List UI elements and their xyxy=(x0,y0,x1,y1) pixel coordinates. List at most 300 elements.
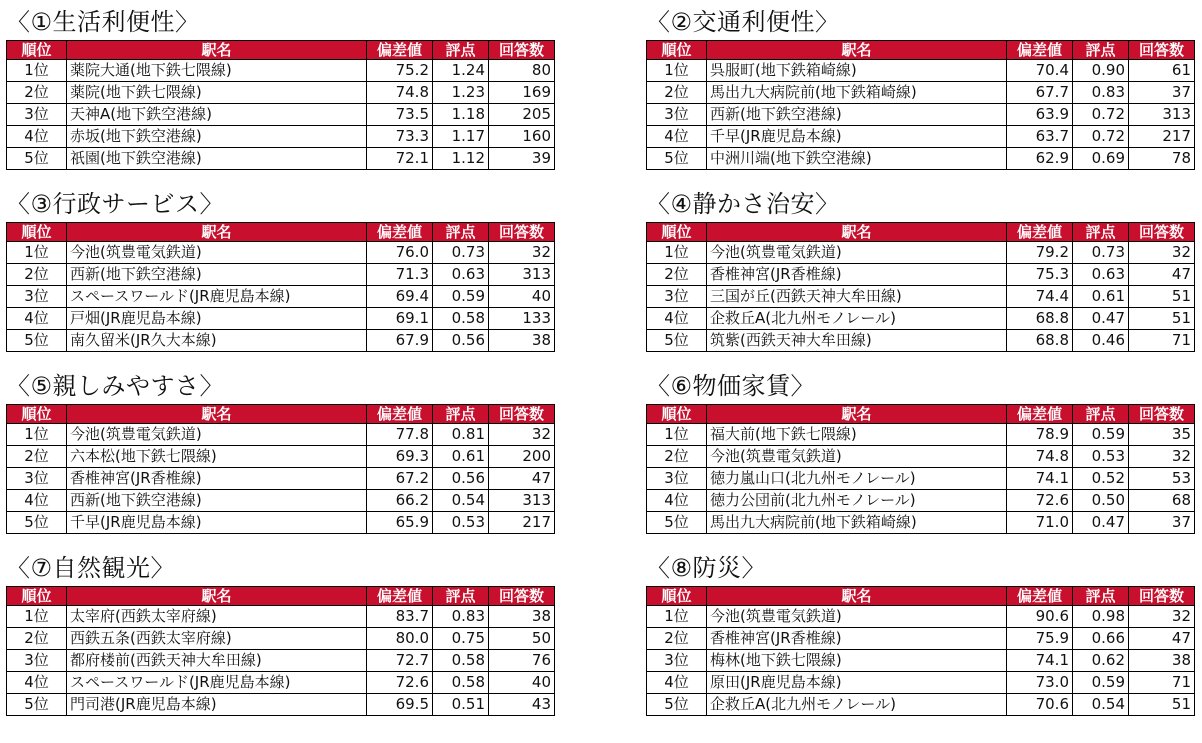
rank-cell: 2位 xyxy=(647,628,707,650)
header-score: 評点 xyxy=(1073,223,1129,242)
rank-cell: 3位 xyxy=(647,468,707,490)
ranking-section-7 xyxy=(6,550,554,716)
deviation-cell: 75.3 xyxy=(1007,264,1073,286)
station-cell: 戸畑(JR鹿児島本線) xyxy=(67,308,367,330)
header-row xyxy=(647,41,1195,60)
answers-cell: 32 xyxy=(1129,242,1195,264)
answers-cell: 32 xyxy=(1129,446,1195,468)
rank-cell: 4位 xyxy=(647,490,707,512)
score-cell: 0.47 xyxy=(1073,308,1129,330)
header-station: 駅名 xyxy=(67,41,367,60)
score-cell: 0.56 xyxy=(433,330,489,352)
section-title: 〈⑥物価家賃〉 xyxy=(646,372,816,400)
table-row xyxy=(647,512,1195,534)
rank-cell: 5位 xyxy=(7,512,67,534)
header-answers: 回答数 xyxy=(1129,223,1195,242)
section-title: 〈①生活利便性〉 xyxy=(6,8,200,36)
score-cell: 0.73 xyxy=(433,242,489,264)
header-score: 評点 xyxy=(433,41,489,60)
station-cell: スペースワールド(JR鹿児島本線) xyxy=(67,672,367,694)
ranking-section-5 xyxy=(6,368,554,534)
answers-cell: 40 xyxy=(489,286,555,308)
deviation-cell: 73.3 xyxy=(367,126,433,148)
score-cell: 0.66 xyxy=(1073,628,1129,650)
deviation-cell: 75.9 xyxy=(1007,628,1073,650)
header-deviation: 偏差値 xyxy=(1007,223,1073,242)
table-row xyxy=(7,126,555,148)
answers-cell: 80 xyxy=(489,60,555,82)
answers-cell: 43 xyxy=(489,694,555,716)
rank-cell: 2位 xyxy=(647,82,707,104)
table-row xyxy=(647,286,1195,308)
score-cell: 0.52 xyxy=(1073,468,1129,490)
score-cell: 0.58 xyxy=(433,308,489,330)
ranking-table xyxy=(646,404,1195,534)
deviation-cell: 74.4 xyxy=(1007,286,1073,308)
deviation-cell: 62.9 xyxy=(1007,148,1073,170)
deviation-cell: 72.6 xyxy=(367,672,433,694)
ranking-section-6 xyxy=(646,368,1194,534)
header-score: 評点 xyxy=(1073,587,1129,606)
rank-cell: 2位 xyxy=(647,264,707,286)
answers-cell: 50 xyxy=(489,628,555,650)
header-row xyxy=(7,223,555,242)
rank-cell: 3位 xyxy=(7,104,67,126)
station-cell: 千早(JR鹿児島本線) xyxy=(67,512,367,534)
score-cell: 0.81 xyxy=(433,424,489,446)
score-cell: 0.98 xyxy=(1073,606,1129,628)
header-score: 評点 xyxy=(433,587,489,606)
score-cell: 0.54 xyxy=(433,490,489,512)
answers-cell: 61 xyxy=(1129,60,1195,82)
station-cell: 今池(筑豊電気鉄道) xyxy=(707,242,1007,264)
table-row xyxy=(7,512,555,534)
header-answers: 回答数 xyxy=(1129,587,1195,606)
station-cell: 今池(筑豊電気鉄道) xyxy=(707,606,1007,628)
header-deviation: 偏差値 xyxy=(1007,587,1073,606)
header-rank: 順位 xyxy=(647,41,707,60)
station-cell: 今池(筑豊電気鉄道) xyxy=(67,424,367,446)
table-row xyxy=(7,308,555,330)
answers-cell: 205 xyxy=(489,104,555,126)
score-cell: 1.23 xyxy=(433,82,489,104)
rank-cell: 2位 xyxy=(647,446,707,468)
answers-cell: 313 xyxy=(1129,104,1195,126)
header-answers: 回答数 xyxy=(489,405,555,424)
deviation-cell: 66.2 xyxy=(367,490,433,512)
rank-cell: 5位 xyxy=(7,148,67,170)
answers-cell: 51 xyxy=(1129,694,1195,716)
answers-cell: 313 xyxy=(489,264,555,286)
station-cell: 薬院大通(地下鉄七隈線) xyxy=(67,60,367,82)
station-cell: 原田(JR鹿児島本線) xyxy=(707,672,1007,694)
header-station: 駅名 xyxy=(67,405,367,424)
table-row xyxy=(647,330,1195,352)
table-row xyxy=(647,126,1195,148)
answers-cell: 37 xyxy=(1129,512,1195,534)
deviation-cell: 63.9 xyxy=(1007,104,1073,126)
deviation-cell: 74.1 xyxy=(1007,650,1073,672)
table-row xyxy=(647,628,1195,650)
header-station: 駅名 xyxy=(67,223,367,242)
table-row xyxy=(7,60,555,82)
table-row xyxy=(647,490,1195,512)
table-row xyxy=(7,242,555,264)
station-cell: 企救丘A(北九州モノレール) xyxy=(707,694,1007,716)
ranking-section-8 xyxy=(646,550,1194,716)
deviation-cell: 65.9 xyxy=(367,512,433,534)
deviation-cell: 69.1 xyxy=(367,308,433,330)
rank-cell: 5位 xyxy=(647,330,707,352)
section-title: 〈③行政サービス〉 xyxy=(6,190,225,218)
table-row xyxy=(7,148,555,170)
deviation-cell: 74.1 xyxy=(1007,468,1073,490)
answers-cell: 47 xyxy=(1129,628,1195,650)
table-row xyxy=(647,148,1195,170)
station-cell: 薬院(地下鉄七隈線) xyxy=(67,82,367,104)
table-row xyxy=(7,650,555,672)
deviation-cell: 70.6 xyxy=(1007,694,1073,716)
deviation-cell: 77.8 xyxy=(367,424,433,446)
ranking-section-2 xyxy=(646,4,1194,170)
deviation-cell: 72.6 xyxy=(1007,490,1073,512)
answers-cell: 133 xyxy=(489,308,555,330)
header-row xyxy=(647,405,1195,424)
station-cell: 今池(筑豊電気鉄道) xyxy=(707,446,1007,468)
station-cell: 今池(筑豊電気鉄道) xyxy=(67,242,367,264)
station-cell: 徳力公団前(北九州モノレール) xyxy=(707,490,1007,512)
score-cell: 0.50 xyxy=(1073,490,1129,512)
section-title: 〈②交通利便性〉 xyxy=(646,8,840,36)
header-rank: 順位 xyxy=(7,223,67,242)
score-cell: 0.63 xyxy=(1073,264,1129,286)
station-cell: 梅林(地下鉄七隈線) xyxy=(707,650,1007,672)
header-row xyxy=(647,587,1195,606)
table-row xyxy=(7,490,555,512)
ranking-table xyxy=(646,40,1195,170)
deviation-cell: 74.8 xyxy=(1007,446,1073,468)
station-cell: 呉服町(地下鉄箱崎線) xyxy=(707,60,1007,82)
score-cell: 0.61 xyxy=(1073,286,1129,308)
deviation-cell: 73.5 xyxy=(367,104,433,126)
station-cell: 西新(地下鉄空港線) xyxy=(707,104,1007,126)
answers-cell: 47 xyxy=(1129,264,1195,286)
section-title: 〈④静かさ治安〉 xyxy=(646,190,840,218)
header-rank: 順位 xyxy=(7,587,67,606)
header-rank: 順位 xyxy=(647,587,707,606)
answers-cell: 313 xyxy=(489,490,555,512)
table-row xyxy=(7,424,555,446)
score-cell: 0.53 xyxy=(433,512,489,534)
rank-cell: 2位 xyxy=(7,446,67,468)
station-cell: 太宰府(西鉄太宰府線) xyxy=(67,606,367,628)
answers-cell: 53 xyxy=(1129,468,1195,490)
table-row xyxy=(647,446,1195,468)
answers-cell: 40 xyxy=(489,672,555,694)
ranking-section-3 xyxy=(6,186,554,352)
section-title: 〈⑦自然観光〉 xyxy=(6,554,176,582)
station-cell: 三国が丘(西鉄天神大牟田線) xyxy=(707,286,1007,308)
score-cell: 0.72 xyxy=(1073,104,1129,126)
rank-cell: 3位 xyxy=(7,650,67,672)
table-row xyxy=(647,104,1195,126)
rank-cell: 1位 xyxy=(7,424,67,446)
rank-cell: 5位 xyxy=(647,694,707,716)
answers-cell: 47 xyxy=(489,468,555,490)
table-row xyxy=(647,468,1195,490)
rank-cell: 3位 xyxy=(647,104,707,126)
header-score: 評点 xyxy=(1073,405,1129,424)
deviation-cell: 69.3 xyxy=(367,446,433,468)
answers-cell: 217 xyxy=(489,512,555,534)
answers-cell: 32 xyxy=(489,424,555,446)
table-row xyxy=(7,628,555,650)
deviation-cell: 63.7 xyxy=(1007,126,1073,148)
table-row xyxy=(7,694,555,716)
score-cell: 0.61 xyxy=(433,446,489,468)
score-cell: 0.47 xyxy=(1073,512,1129,534)
score-cell: 0.59 xyxy=(433,286,489,308)
rank-cell: 4位 xyxy=(7,126,67,148)
station-cell: 香椎神宮(JR香椎線) xyxy=(707,628,1007,650)
answers-cell: 217 xyxy=(1129,126,1195,148)
score-cell: 0.58 xyxy=(433,672,489,694)
station-cell: 南久留米(JR久大本線) xyxy=(67,330,367,352)
header-rank: 順位 xyxy=(7,405,67,424)
score-cell: 0.54 xyxy=(1073,694,1129,716)
ranking-table xyxy=(646,222,1195,352)
table-row xyxy=(647,672,1195,694)
deviation-cell: 70.4 xyxy=(1007,60,1073,82)
answers-cell: 51 xyxy=(1129,308,1195,330)
score-cell: 0.62 xyxy=(1073,650,1129,672)
deviation-cell: 75.2 xyxy=(367,60,433,82)
table-row xyxy=(7,446,555,468)
deviation-cell: 72.7 xyxy=(367,650,433,672)
section-title: 〈⑧防災〉 xyxy=(646,554,767,582)
answers-cell: 38 xyxy=(489,330,555,352)
table-row xyxy=(7,82,555,104)
score-cell: 0.69 xyxy=(1073,148,1129,170)
header-score: 評点 xyxy=(433,223,489,242)
rank-cell: 4位 xyxy=(7,672,67,694)
score-cell: 1.24 xyxy=(433,60,489,82)
answers-cell: 71 xyxy=(1129,330,1195,352)
table-row xyxy=(7,468,555,490)
score-cell: 0.46 xyxy=(1073,330,1129,352)
answers-cell: 51 xyxy=(1129,286,1195,308)
station-cell: 筑紫(西鉄天神大牟田線) xyxy=(707,330,1007,352)
station-cell: 祇園(地下鉄空港線) xyxy=(67,148,367,170)
table-row xyxy=(647,694,1195,716)
deviation-cell: 90.6 xyxy=(1007,606,1073,628)
answers-cell: 38 xyxy=(1129,650,1195,672)
header-answers: 回答数 xyxy=(489,41,555,60)
answers-cell: 169 xyxy=(489,82,555,104)
rank-cell: 5位 xyxy=(7,330,67,352)
header-station: 駅名 xyxy=(707,223,1007,242)
station-cell: 西新(地下鉄空港線) xyxy=(67,264,367,286)
station-cell: 福大前(地下鉄七隈線) xyxy=(707,424,1007,446)
score-cell: 0.59 xyxy=(1073,672,1129,694)
score-cell: 0.51 xyxy=(433,694,489,716)
ranking-table xyxy=(6,404,555,534)
header-deviation: 偏差値 xyxy=(367,223,433,242)
score-cell: 0.59 xyxy=(1073,424,1129,446)
score-cell: 0.53 xyxy=(1073,446,1129,468)
header-deviation: 偏差値 xyxy=(367,405,433,424)
header-station: 駅名 xyxy=(707,41,1007,60)
answers-cell: 35 xyxy=(1129,424,1195,446)
header-row xyxy=(7,587,555,606)
table-row xyxy=(647,60,1195,82)
table-row xyxy=(647,650,1195,672)
header-row xyxy=(7,405,555,424)
deviation-cell: 67.9 xyxy=(367,330,433,352)
answers-cell: 37 xyxy=(1129,82,1195,104)
score-cell: 0.83 xyxy=(433,606,489,628)
answers-cell: 78 xyxy=(1129,148,1195,170)
table-row xyxy=(7,264,555,286)
station-cell: 中洲川端(地下鉄空港線) xyxy=(707,148,1007,170)
answers-cell: 200 xyxy=(489,446,555,468)
deviation-cell: 74.8 xyxy=(367,82,433,104)
station-cell: 香椎神宮(JR香椎線) xyxy=(707,264,1007,286)
score-cell: 0.72 xyxy=(1073,126,1129,148)
score-cell: 0.58 xyxy=(433,650,489,672)
table-row xyxy=(7,606,555,628)
station-cell: 企救丘A(北九州モノレール) xyxy=(707,308,1007,330)
rank-cell: 1位 xyxy=(647,242,707,264)
rank-cell: 4位 xyxy=(647,308,707,330)
header-station: 駅名 xyxy=(707,587,1007,606)
header-rank: 順位 xyxy=(647,405,707,424)
header-deviation: 偏差値 xyxy=(367,41,433,60)
header-row xyxy=(7,41,555,60)
deviation-cell: 69.5 xyxy=(367,694,433,716)
deviation-cell: 80.0 xyxy=(367,628,433,650)
rank-cell: 5位 xyxy=(7,694,67,716)
ranking-section-1 xyxy=(6,4,554,170)
rank-cell: 1位 xyxy=(7,60,67,82)
table-row xyxy=(647,424,1195,446)
rank-cell: 3位 xyxy=(647,286,707,308)
deviation-cell: 67.7 xyxy=(1007,82,1073,104)
header-answers: 回答数 xyxy=(489,587,555,606)
rank-cell: 2位 xyxy=(7,82,67,104)
score-cell: 0.73 xyxy=(1073,242,1129,264)
station-cell: 天神A(地下鉄空港線) xyxy=(67,104,367,126)
score-cell: 1.17 xyxy=(433,126,489,148)
rank-cell: 3位 xyxy=(647,650,707,672)
rank-cell: 3位 xyxy=(7,286,67,308)
header-answers: 回答数 xyxy=(1129,41,1195,60)
ranking-table xyxy=(6,222,555,352)
table-row xyxy=(7,286,555,308)
rank-cell: 5位 xyxy=(647,512,707,534)
header-answers: 回答数 xyxy=(489,223,555,242)
answers-cell: 38 xyxy=(489,606,555,628)
score-cell: 0.56 xyxy=(433,468,489,490)
station-cell: スペースワールド(JR鹿児島本線) xyxy=(67,286,367,308)
table-row xyxy=(7,104,555,126)
station-cell: 馬出九大病院前(地下鉄箱崎線) xyxy=(707,82,1007,104)
rank-cell: 1位 xyxy=(7,242,67,264)
header-deviation: 偏差値 xyxy=(1007,41,1073,60)
score-cell: 0.90 xyxy=(1073,60,1129,82)
station-cell: 赤坂(地下鉄空港線) xyxy=(67,126,367,148)
ranking-table xyxy=(6,586,555,716)
header-rank: 順位 xyxy=(7,41,67,60)
deviation-cell: 68.8 xyxy=(1007,308,1073,330)
score-cell: 1.12 xyxy=(433,148,489,170)
deviation-cell: 68.8 xyxy=(1007,330,1073,352)
station-cell: 徳力嵐山口(北九州モノレール) xyxy=(707,468,1007,490)
rank-cell: 2位 xyxy=(7,264,67,286)
answers-cell: 160 xyxy=(489,126,555,148)
answers-cell: 68 xyxy=(1129,490,1195,512)
station-cell: 門司港(JR鹿児島本線) xyxy=(67,694,367,716)
score-cell: 1.18 xyxy=(433,104,489,126)
deviation-cell: 71.0 xyxy=(1007,512,1073,534)
answers-cell: 39 xyxy=(489,148,555,170)
deviation-cell: 72.1 xyxy=(367,148,433,170)
header-deviation: 偏差値 xyxy=(367,587,433,606)
station-cell: 香椎神宮(JR香椎線) xyxy=(67,468,367,490)
deviation-cell: 67.2 xyxy=(367,468,433,490)
table-row xyxy=(647,264,1195,286)
station-cell: 西鉄五条(西鉄太宰府線) xyxy=(67,628,367,650)
rank-cell: 1位 xyxy=(647,60,707,82)
rank-cell: 2位 xyxy=(7,628,67,650)
header-score: 評点 xyxy=(1073,41,1129,60)
header-station: 駅名 xyxy=(67,587,367,606)
deviation-cell: 76.0 xyxy=(367,242,433,264)
deviation-cell: 73.0 xyxy=(1007,672,1073,694)
deviation-cell: 78.9 xyxy=(1007,424,1073,446)
answers-cell: 76 xyxy=(489,650,555,672)
section-title: 〈⑤親しみやすさ〉 xyxy=(6,372,225,400)
table-row xyxy=(647,606,1195,628)
score-cell: 0.83 xyxy=(1073,82,1129,104)
station-cell: 六本松(地下鉄七隈線) xyxy=(67,446,367,468)
table-row xyxy=(7,672,555,694)
rank-cell: 4位 xyxy=(7,490,67,512)
table-row xyxy=(647,308,1195,330)
station-cell: 都府楼前(西鉄天神大牟田線) xyxy=(67,650,367,672)
rank-cell: 4位 xyxy=(7,308,67,330)
ranking-table xyxy=(646,586,1195,716)
header-deviation: 偏差値 xyxy=(1007,405,1073,424)
station-cell: 千早(JR鹿児島本線) xyxy=(707,126,1007,148)
ranking-section-4 xyxy=(646,186,1194,352)
table-row xyxy=(647,242,1195,264)
ranking-table xyxy=(6,40,555,170)
header-answers: 回答数 xyxy=(1129,405,1195,424)
header-score: 評点 xyxy=(433,405,489,424)
answers-cell: 32 xyxy=(1129,606,1195,628)
header-row xyxy=(647,223,1195,242)
rank-cell: 1位 xyxy=(647,424,707,446)
score-cell: 0.63 xyxy=(433,264,489,286)
rank-cell: 3位 xyxy=(7,468,67,490)
rank-cell: 5位 xyxy=(647,148,707,170)
rank-cell: 4位 xyxy=(647,126,707,148)
deviation-cell: 69.4 xyxy=(367,286,433,308)
station-cell: 馬出九大病院前(地下鉄箱崎線) xyxy=(707,512,1007,534)
header-rank: 順位 xyxy=(647,223,707,242)
header-station: 駅名 xyxy=(707,405,1007,424)
